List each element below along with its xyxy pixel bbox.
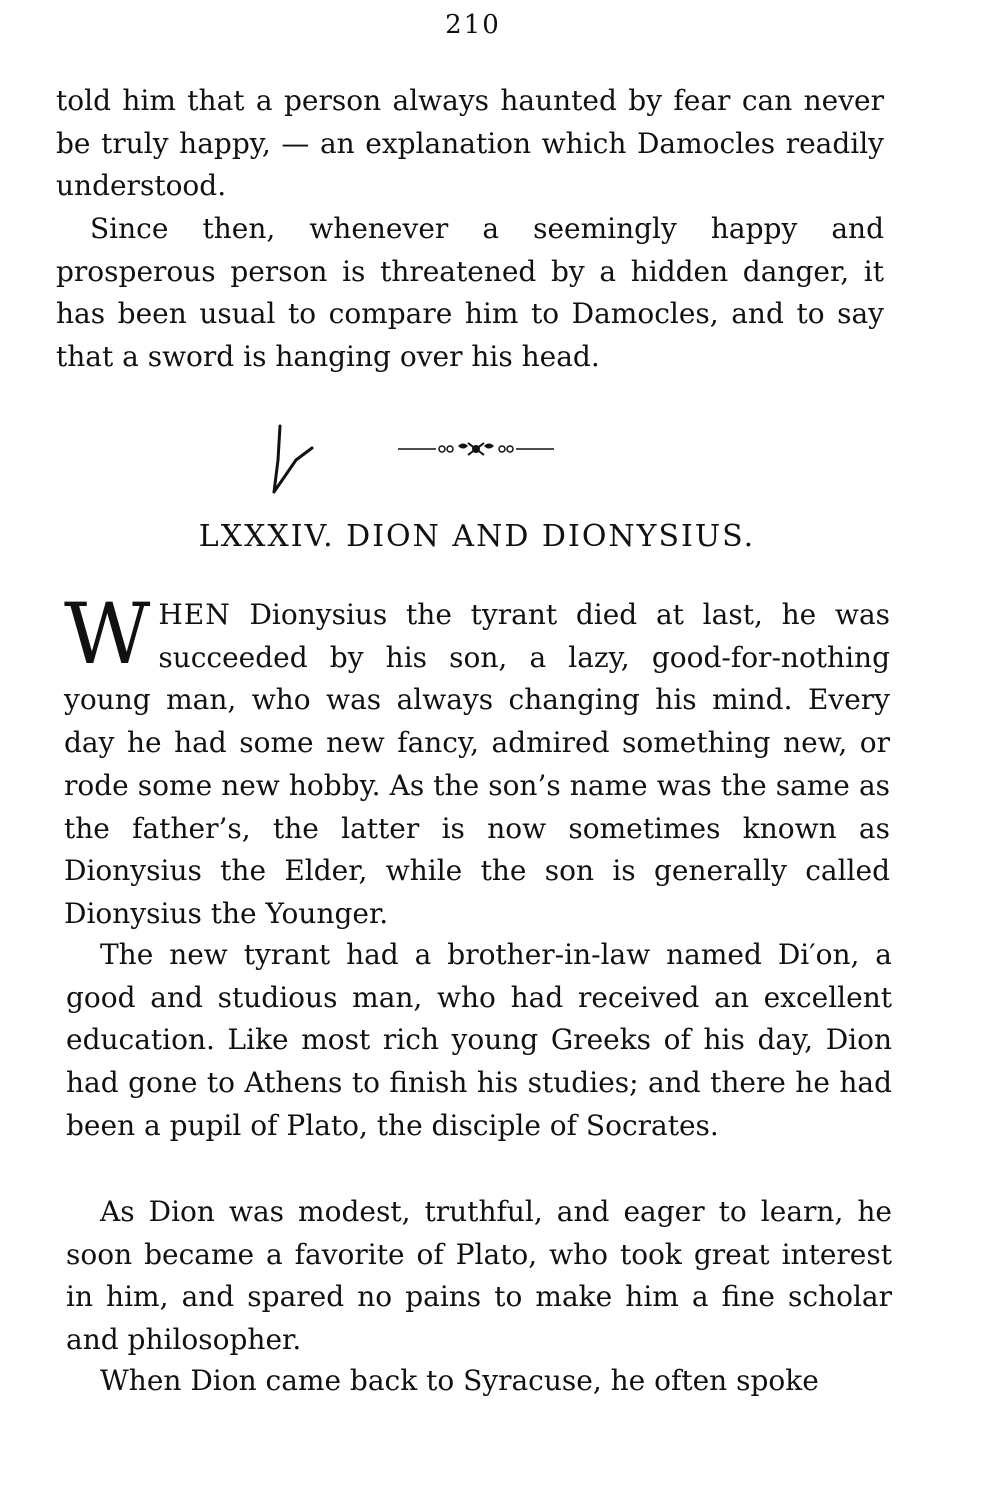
drop-cap-letter: W [64, 585, 151, 683]
paragraph-dion-intro: The new tyrant had a brother-in-law named Di′on, a good and studious man, who had received an excellent education. Like most rich young Greeks of his day, Dion had gone to Athens to finish his studies; and there he had been a pupil of Plato, the disciple of Socrates. [66, 938, 892, 1142]
paragraph-damocles-end: told him that a person always haunted by fear can never be truly happy, — an explanation which Damocles readily understood. [56, 84, 884, 203]
paragraph-dion-plato: As Dion was modest, truthful, and eager to learn, he soon became a favorite of Plato, who took great interest in him, and spared no pains to make him a fine scholar and philosopher. [66, 1195, 892, 1357]
section-divider-ornament [398, 437, 554, 461]
opening-caps: HEN [158, 598, 231, 631]
handwritten-check-mark [266, 420, 326, 500]
paragraph-body: Dionysius the tyrant died at last, he was succeeded by his son, a lazy, good-for-nothing young man, who was always changing his mind. Every day he had some new fancy, admired something new, or rode some new hobby. As the son’s name was the same as the father’s, the latter is now sometimes known as Dionysius the Elder, while the son is generally called Dionysius the Younger. [64, 598, 890, 930]
paragraph-dion-return: When Dion came back to Syracuse, he often spoke [100, 1364, 819, 1397]
paragraph-dionysius-succession [64, 585, 890, 936]
page-number: 210 [445, 10, 501, 40]
chapter-title: LXXXIV. DION AND DIONYSIUS. [198, 519, 756, 554]
paragraph-sword-hanging: Since then, whenever a seemingly happy and prosperous person is threatened by a hidden danger, it has been usual to compare him to Damocles, and to say that a sword is hanging over his head. [56, 212, 884, 374]
